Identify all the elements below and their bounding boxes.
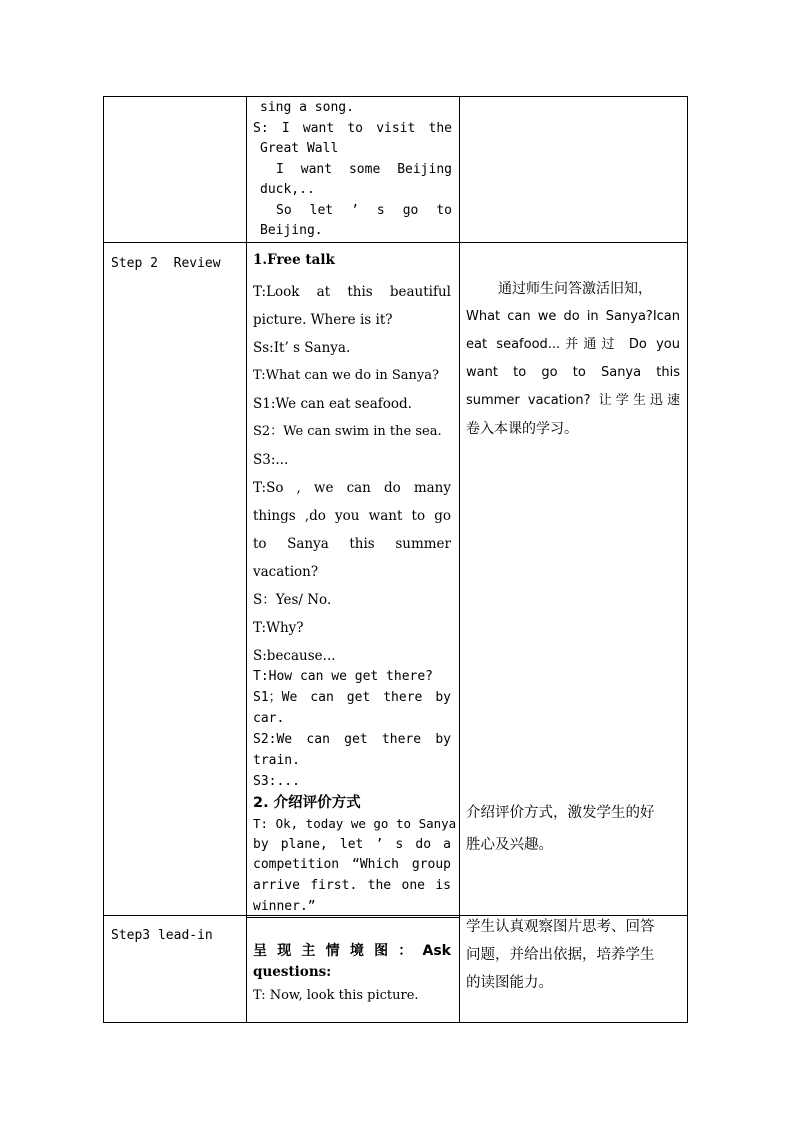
dialog-line: S2:We can get there by: [253, 732, 451, 747]
dialog-line: things ,do you want to go: [253, 508, 451, 524]
note-line: summer vacation? 让学生迅速: [466, 393, 680, 408]
dialog-line: train.: [253, 753, 300, 768]
note-line: 问题，并给出依据，培养学生: [466, 947, 655, 963]
dialog-line: S2：We can swim in the sea.: [253, 424, 442, 439]
eval-line: arrive first. the one is: [253, 878, 451, 894]
column-divider-1: [246, 96, 247, 1023]
note-line: 胜心及兴趣。: [466, 837, 553, 853]
dialog-line: to Sanya this summer: [253, 536, 451, 552]
row3-activity-cell: [253, 940, 451, 1010]
dialog-line: picture. Where is it?: [253, 312, 393, 328]
transport-dialog: [253, 666, 451, 792]
table-border-right: [687, 96, 688, 1023]
evaluation-heading: 2. 介绍评价方式: [253, 795, 361, 811]
dialog-line: T:So , we can do many: [253, 480, 451, 496]
step2-label: Step 2 Review: [111, 256, 221, 271]
row2-activity-cell: [253, 250, 457, 918]
note-line: 通过师生问答激活旧知，: [498, 281, 652, 297]
table-border-bottom: [103, 1022, 688, 1023]
free-talk-dialog: [253, 278, 451, 670]
note-line: eat seafood...并通过 Do you: [466, 337, 680, 352]
row-divider-1: [103, 242, 688, 243]
row3-heading-cont: questions:: [253, 964, 332, 980]
dialog-line: T:What can we do in Sanya?: [253, 368, 439, 383]
note-line: 学生认真观察图片思考、回答: [466, 919, 655, 935]
eval-line: T: Ok, today we go to Sanya: [253, 816, 457, 831]
row3-note: [466, 913, 680, 997]
row3-line: T: Now, look this picture.: [253, 988, 419, 1003]
dialog-line: car.: [253, 711, 285, 726]
row1-activity-cell: [253, 98, 452, 242]
row1-line: S: I want to visit the: [253, 120, 452, 136]
eval-line: by plane, let ’ s do a: [253, 836, 451, 852]
note-line: 介绍评价方式，激发学生的好: [466, 805, 655, 821]
dialog-line: T:Look at this beautiful: [253, 284, 451, 300]
note-line: What can we do in Sanya?Ican: [466, 309, 680, 324]
dialog-line: T:Why?: [253, 620, 304, 636]
dialog-line: S1；We can get there by: [253, 690, 451, 705]
dialog-line: T:How can we get there?: [253, 669, 434, 684]
note-line: 的读图能力。: [466, 975, 553, 991]
free-talk-heading: 1.Free talk: [253, 252, 335, 268]
dialog-line: vacation?: [253, 564, 319, 580]
note-line: 卷入本课的学习。: [466, 421, 578, 437]
row1-line: Beijing.: [260, 223, 323, 238]
note-line: want to go to Sanya this: [466, 365, 680, 380]
table-border-top: [103, 96, 688, 97]
step3-label: Step3 lead-in: [111, 928, 213, 943]
eval-line: winner.”: [253, 898, 316, 914]
dialog-line: S：Yes/ No.: [253, 592, 332, 608]
row1-line: I want some Beijing: [276, 161, 452, 177]
dialog-line: S1:We can eat seafood.: [253, 396, 412, 412]
row1-line: Great Wall: [260, 141, 339, 156]
row1-line: duck,..: [260, 182, 315, 197]
table-border-left: [103, 96, 104, 1023]
dialog-line: S:because...: [253, 648, 336, 664]
eval-line: competition “Which group: [253, 857, 451, 873]
row3-heading: 呈 现 主 情 境 图 ： Ask: [253, 943, 451, 959]
dialog-line: S3:...: [253, 774, 300, 789]
row1-line: sing a song.: [260, 100, 354, 115]
column-divider-2: [459, 96, 460, 1023]
row2-note-top: [466, 275, 680, 443]
dialog-line: S3:...: [253, 452, 289, 468]
dialog-line: Ss:It’ s Sanya.: [253, 340, 351, 356]
row1-line: So let ’ s go to: [276, 202, 452, 218]
row2-note-bottom: [466, 797, 680, 861]
evaluation-text: [253, 814, 457, 918]
